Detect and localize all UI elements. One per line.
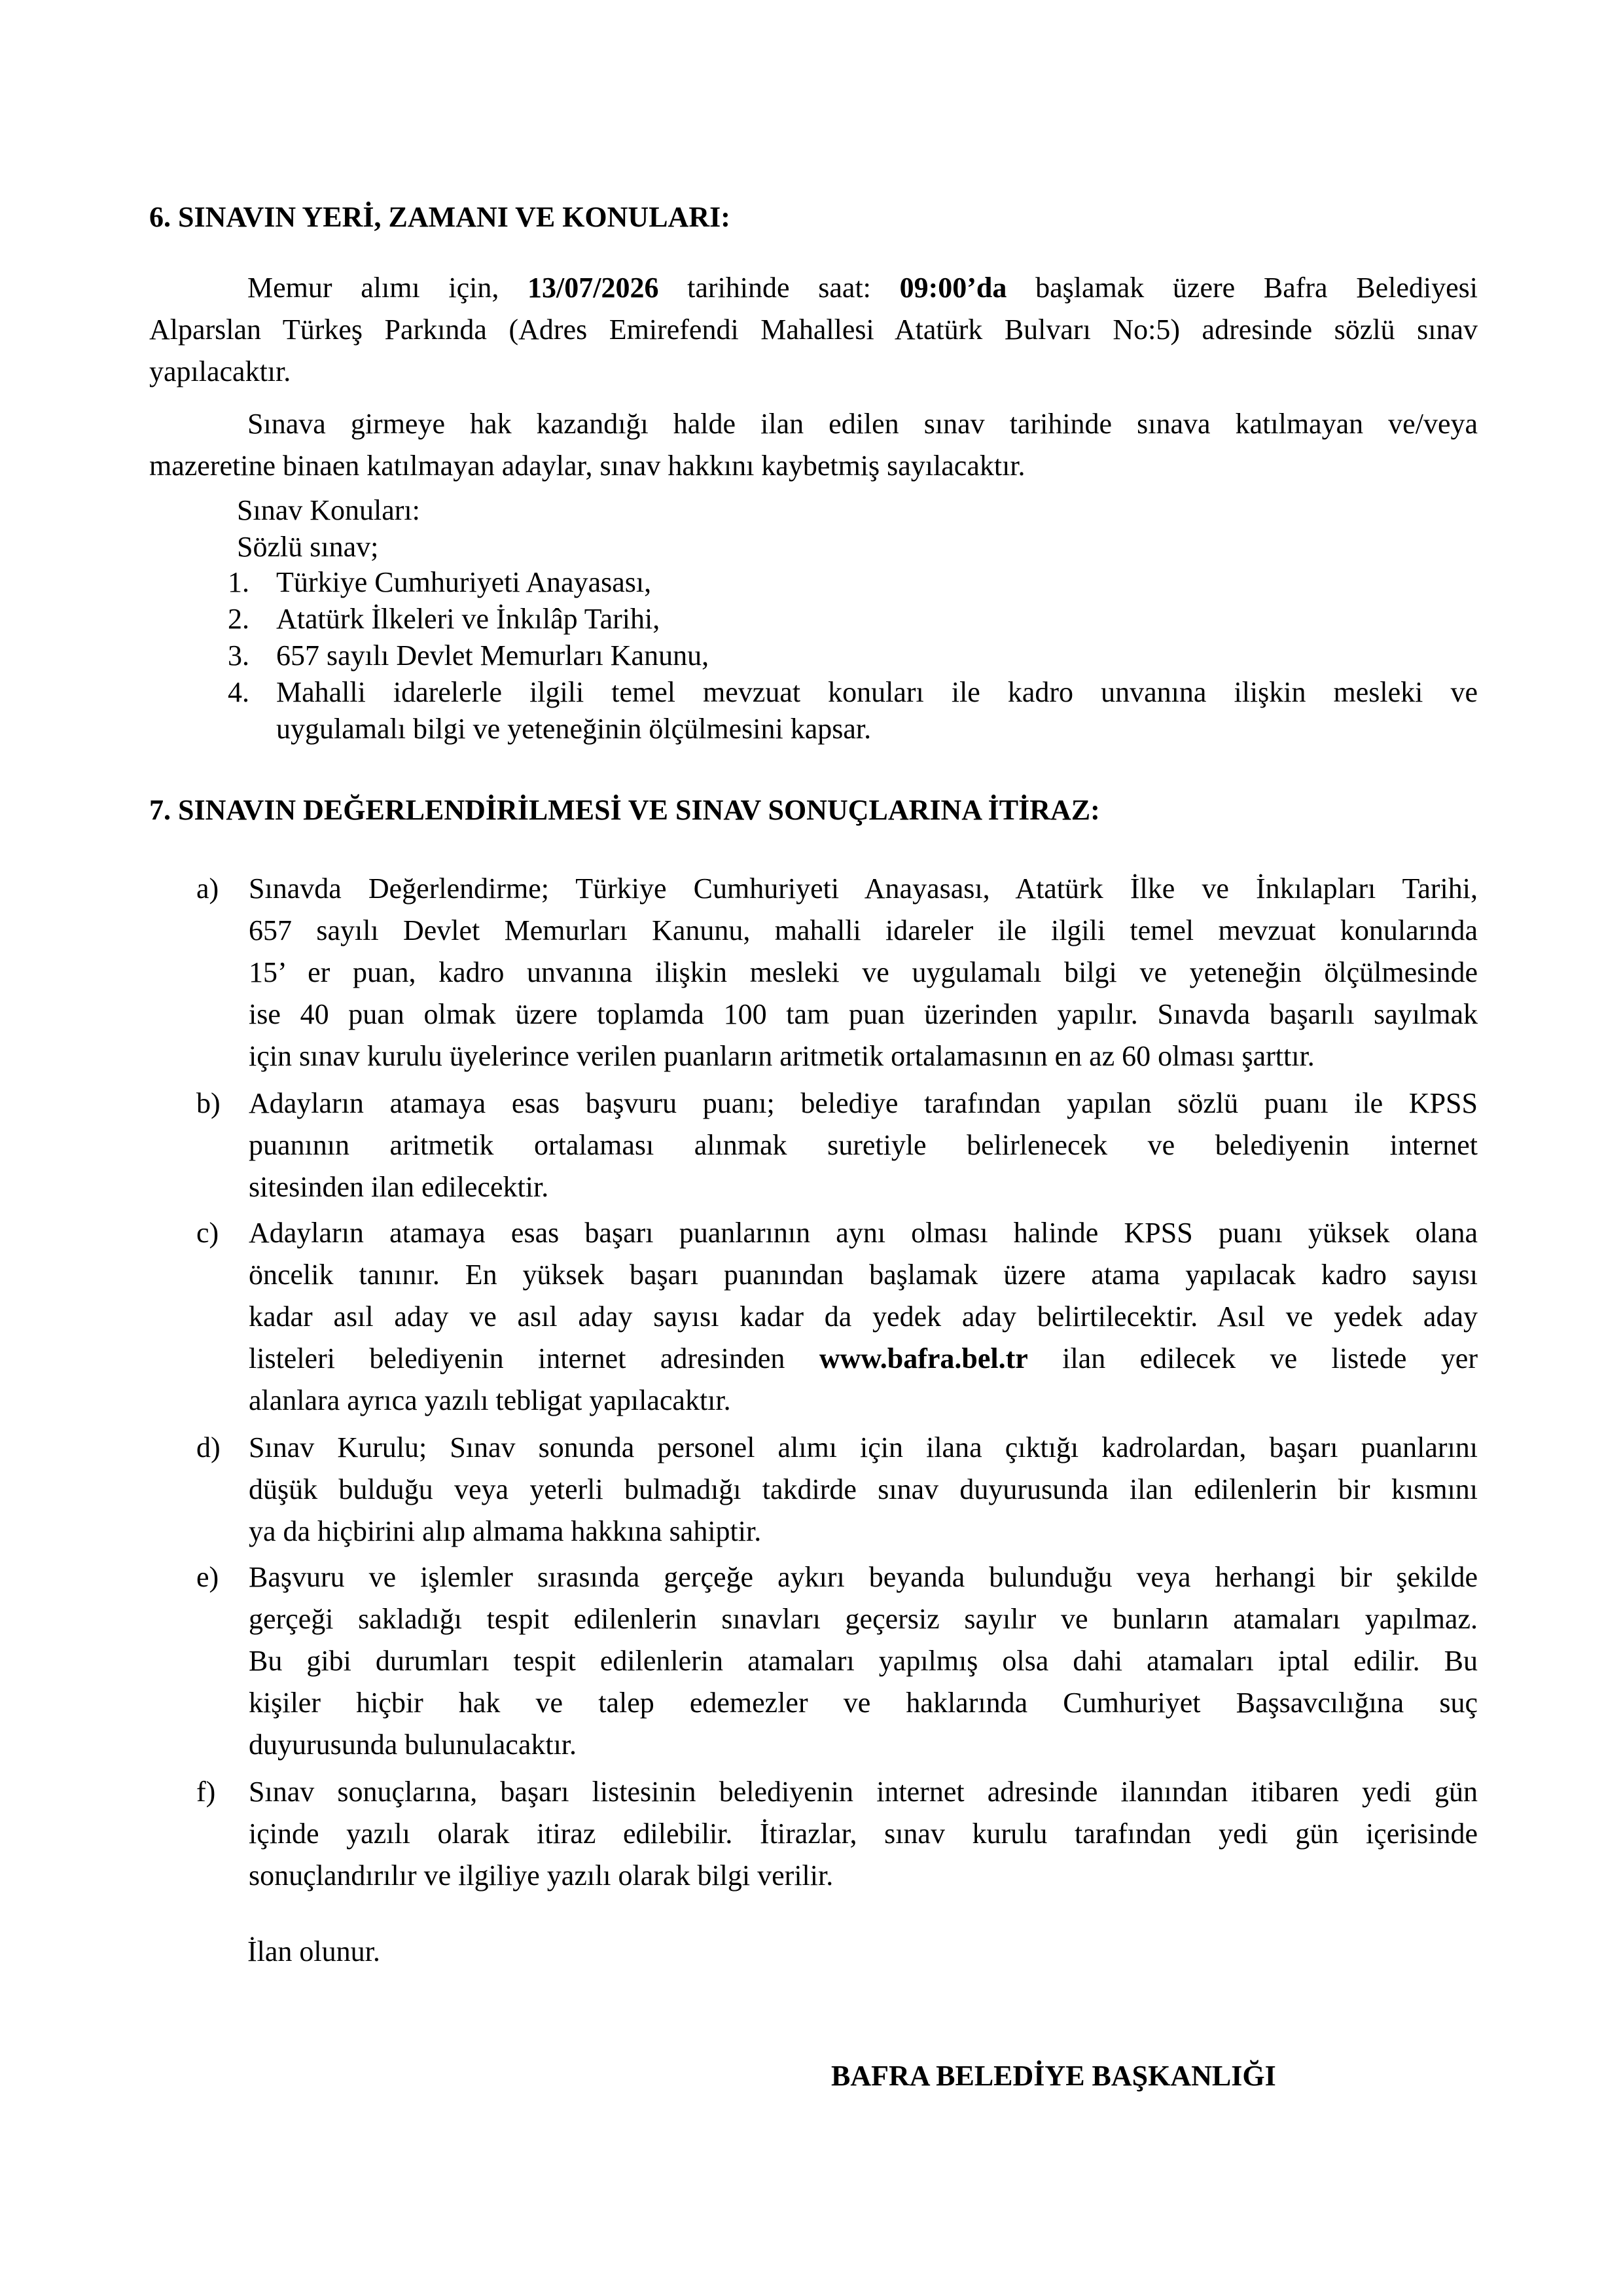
list-letter: b)	[196, 1087, 221, 1119]
item-line: 15’ er puan, kadro unvanına ilişkin mesleki ve uygulamalı bilgi ve yeteneğin ölçülmesinde	[249, 956, 1478, 988]
item-line: içinde yazılı olarak itiraz edilebilir. İtirazlar, sınav kurulu tarafından yedi gün içerisinde	[249, 1818, 1478, 1850]
list-number: 3.	[228, 639, 249, 672]
item-line: öncelik tanınır. En yüksek başarı puanından başlamak üzere atama yapılacak kadro sayısı	[249, 1259, 1478, 1291]
list-item-text	[249, 1556, 1478, 1766]
section-6-heading: 6. SINAVIN YERİ, ZAMANI VE KONULARI:	[149, 201, 730, 233]
item-line: kişiler hiçbir hak ve talep edemezler ve haklarında Cumhuriyet Başsavcılığına suç	[249, 1687, 1478, 1719]
list-item-text	[249, 1083, 1478, 1208]
list-text: Türkiye Cumhuriyeti Anayasası,	[276, 566, 652, 598]
item-line: kadar asıl aday ve asıl aday sayısı kadar da yedek aday belirtilecektir. Asıl ve yedek aday	[249, 1300, 1478, 1333]
item-line: Bu gibi durumları tespit edilenlerin atamaları yapılmış olsa dahi atamaları iptal edilir. Bu	[249, 1645, 1478, 1677]
item-line: alanlara ayrıca yazılı tebligat yapılacaktır.	[249, 1384, 731, 1416]
list-letter: d)	[196, 1431, 221, 1463]
item-line: için sınav kurulu üyelerince verilen puanların aritmetik ortalamasının en az 60 olması şarttır.	[249, 1040, 1315, 1072]
list-text-line: uygulamalı bilgi ve yeteneğinin ölçülmesini kapsar.	[276, 713, 872, 745]
paragraph-absence	[149, 403, 1478, 487]
text-segment: listeleri belediyenin internet adresinden	[249, 1342, 819, 1374]
list-text: Atatürk İlkeleri ve İnkılâp Tarihi,	[276, 603, 660, 635]
list-item-text	[249, 868, 1478, 1077]
item-line: sitesinden ilan edilecektir.	[249, 1171, 549, 1203]
paragraph-line: Sınava girmeye hak kazandığı halde ilan edilen sınav tarihinde sınava katılmayan ve/veya	[247, 408, 1478, 440]
item-line: 657 sayılı Devlet Memurları Kanunu, mahalli idareler ile ilgili temel mevzuat konularında	[249, 914, 1478, 946]
paragraph-line: yapılacaktır.	[149, 355, 291, 387]
list-text: 657 sayılı Devlet Memurları Kanunu,	[276, 639, 709, 672]
item-line: Adayların atamaya esas başvuru puanı; belediye tarafından yapılan sözlü puanı ile KPSS	[249, 1087, 1478, 1119]
item-line: gerçeği sakladığı tespit edilenlerin sınavları geçersiz sayılır ve bunların atamaları yapılmaz.	[249, 1603, 1478, 1635]
item-line	[249, 1338, 1478, 1380]
exam-date: 13/07/2026	[527, 272, 659, 304]
closing-text: İlan olunur.	[247, 1935, 380, 1967]
list-text-line: Mahalli idarelerle ilgili temel mevzuat konuları ile kadro unvanına ilişkin mesleki ve	[276, 676, 1478, 708]
text-segment: tarihinde saat:	[658, 272, 900, 304]
list-item-text	[249, 1771, 1478, 1897]
list-number: 1.	[228, 566, 249, 598]
list-number: 4.	[228, 676, 249, 708]
oral-exam-label: Sözlü sınav;	[237, 531, 379, 563]
item-line: Sınavda Değerlendirme; Türkiye Cumhuriyeti Anayasası, Atatürk İlke ve İnkılapları Tarihi,	[249, 872, 1478, 905]
exam-time: 09:00’da	[899, 272, 1007, 304]
paragraph-line: mazeretine binaen katılmayan adaylar, sınav hakkını kaybetmiş sayılacaktır.	[149, 450, 1026, 482]
list-number: 2.	[228, 603, 249, 635]
section-7-heading: 7. SINAVIN DEĞERLENDİRİLMESİ VE SINAV SONUÇLARINA İTİRAZ:	[149, 794, 1100, 826]
text-segment: ilan edilecek ve listede yer	[1027, 1342, 1478, 1374]
item-line: puanının aritmetik ortalaması alınmak suretiyle belirlenecek ve belediyenin internet	[249, 1129, 1478, 1161]
topics-label: Sınav Konuları:	[237, 494, 420, 526]
text-segment: Memur alımı için,	[247, 272, 528, 304]
paragraph-exam-place	[149, 267, 1478, 393]
list-letter: c)	[196, 1217, 219, 1249]
item-line: Sınav Kurulu; Sınav sonunda personel alımı için ilana çıktığı kadrolardan, başarı puanlarını	[249, 1431, 1478, 1463]
paragraph-line: Alparslan Türkeş Parkında (Adres Emirefendi Mahallesi Atatürk Bulvarı No:5) adresinde sözlü sınav	[149, 314, 1478, 346]
list-letter: f)	[196, 1776, 216, 1808]
item-line: düşük bulduğu veya yeterli bulmadığı takdirde sınav duyurusunda ilan edilenlerin bir kısmını	[249, 1473, 1478, 1505]
paragraph-line	[149, 267, 1478, 309]
list-letter: e)	[196, 1561, 219, 1593]
item-line: Başvuru ve işlemler sırasında gerçeğe aykırı beyanda bulunduğu veya herhangi bir şekilde	[249, 1561, 1478, 1593]
list-item-text	[249, 1427, 1478, 1552]
signature: BAFRA BELEDİYE BAŞKANLIĞI	[831, 2060, 1276, 2092]
list-letter: a)	[196, 872, 219, 905]
text-segment: başlamak üzere Bafra Belediyesi	[1007, 272, 1478, 304]
item-line: Adayların atamaya esas başarı puanlarının aynı olması halinde KPSS puanı yüksek olana	[249, 1217, 1478, 1249]
item-line: duyurusunda bulunulacaktır.	[249, 1729, 577, 1761]
list-item-text	[249, 1212, 1478, 1422]
website-link[interactable]: www.bafra.bel.tr	[819, 1342, 1028, 1374]
item-line: sonuçlandırılır ve ilgiliye yazılı olarak bilgi verilir.	[249, 1859, 834, 1892]
item-line: Sınav sonuçlarına, başarı listesinin belediyenin internet adresinde ilanından itibaren yedi gün	[249, 1776, 1478, 1808]
item-line: ya da hiçbirini alıp almama hakkına sahiptir.	[249, 1515, 762, 1547]
item-line: ise 40 puan olmak üzere toplamda 100 tam puan üzerinden yapılır. Sınavda başarılı sayılmak	[249, 998, 1478, 1030]
list-text	[276, 674, 1478, 747]
